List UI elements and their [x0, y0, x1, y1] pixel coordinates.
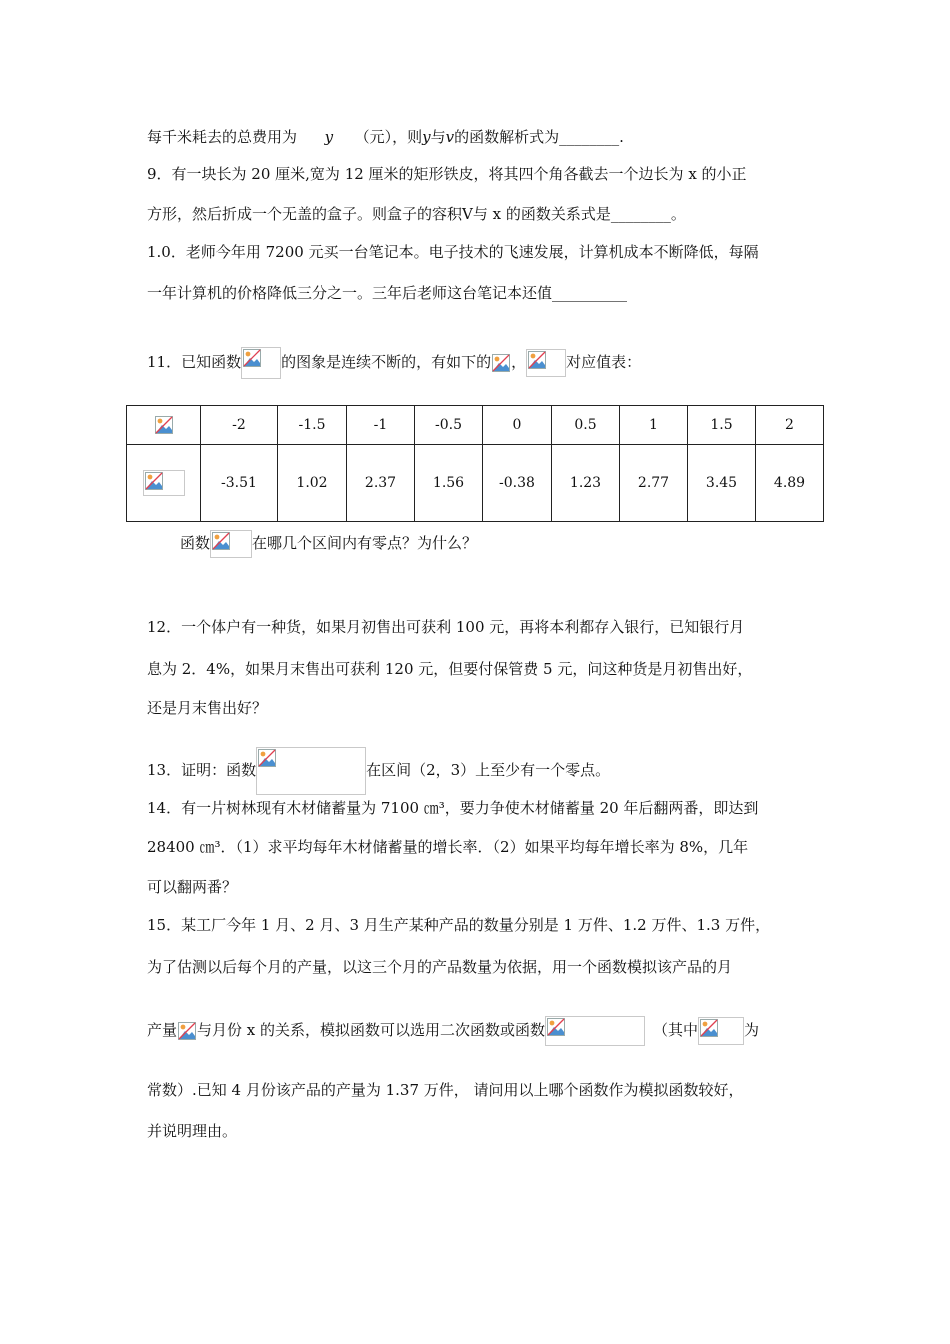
formula-image-placeholder: [177, 1021, 197, 1041]
q8-line: [147, 127, 624, 147]
table-cell: 3.45: [688, 445, 756, 522]
q15-line1: 15．某工厂今年 1 月、2 月、3 月生产某种产品的数量分别是 1 万件、1.2 万件、1.3 万件，: [147, 916, 771, 934]
row-header-x: [127, 406, 201, 445]
table-cell: -0.38: [483, 445, 552, 522]
q8-var-y: y: [324, 128, 334, 146]
q9-text: 方形，然后折成一个无盖的盒子。则盒子的容积Ⅴ与 x 的函数关系式是: [147, 205, 611, 223]
table-cell: 1.56: [415, 445, 483, 522]
table-cell: 1.02: [278, 445, 347, 522]
q12-line1: 12．一个体户有一种货，如果月初售出可获利 100 元，再将本利都存入银行，已知银行月: [147, 618, 745, 636]
formula-image-placeholder: [210, 530, 252, 558]
q9-answer-blank: ________: [610, 205, 671, 223]
broken-image-icon: [243, 349, 261, 367]
q11-question-a: 函数: [180, 534, 211, 552]
table-cell: 1.23: [552, 445, 620, 522]
formula-image-placeholder: [526, 349, 566, 377]
q10-line2: [147, 283, 627, 303]
value-table: [126, 405, 824, 522]
row-header-fx: [127, 445, 201, 522]
q13-text-b: 在区间（2，3）上至少有一个零点。: [366, 761, 611, 779]
q8-var-y2: y: [422, 128, 431, 146]
q8-var-v: v: [445, 128, 455, 146]
q11-text-d: 对应值表：: [566, 353, 642, 371]
broken-image-icon: [155, 416, 173, 434]
table-cell: 0.5: [552, 406, 620, 445]
table-row: [127, 445, 824, 522]
q15-text-b: 与月份 x 的关系，模拟函数可以选用二次函数或函数: [197, 1021, 546, 1039]
q10-line1: 1.0．老师今年用 7200 元买一台笔记本。电子技术的飞速发展，计算机成本不断降低，每隔: [147, 243, 759, 261]
q11-line: [147, 347, 641, 379]
table-cell: -1.5: [278, 406, 347, 445]
q11-question: [180, 530, 477, 558]
table-cell: 2.77: [620, 445, 688, 522]
q9-end: 。: [670, 205, 686, 223]
q13-line: [147, 747, 610, 795]
formula-image-placeholder: [545, 1016, 645, 1046]
q15-line4: 常数）.已知 4 月份该产品的产量为 1.37 万件， 请问用以上哪个函数作为模拟函数较好，: [147, 1081, 744, 1099]
table-cell: 2.37: [347, 445, 415, 522]
broken-image-icon: [178, 1022, 196, 1040]
q8-text-and: 与: [430, 128, 446, 146]
q11-comma: ，: [511, 353, 527, 371]
q15-text-d: 为: [744, 1021, 760, 1039]
q8-text-yuan: （元），则: [354, 128, 423, 146]
formula-image-placeholder: [491, 353, 511, 373]
q15-line3: [147, 1016, 759, 1046]
broken-image-icon: [528, 351, 546, 369]
table-cell: 2: [756, 406, 824, 445]
formula-image-placeholder: [256, 747, 366, 795]
table-cell: -0.5: [415, 406, 483, 445]
broken-image-icon: [700, 1019, 718, 1037]
q10-text: 一年计算机的价格降低三分之一。三年后老师这台笔记本还值: [147, 284, 553, 302]
broken-image-icon: [547, 1018, 565, 1036]
table-cell: -1: [347, 406, 415, 445]
q8-answer-blank: ________: [559, 128, 620, 146]
q14-line3: 可以翻两番？: [147, 878, 238, 896]
q15-line2: 为了估测以后每个月的产量，以这三个月的产品数量为依据，用一个函数模拟该产品的月: [147, 958, 733, 976]
q15-text-a: 产量: [147, 1021, 178, 1039]
table-cell: 1.5: [688, 406, 756, 445]
table-row: [127, 406, 824, 445]
q11-text-a: 11．已知函数: [147, 353, 242, 371]
q8-end: .: [619, 128, 624, 146]
broken-image-icon: [145, 472, 163, 490]
q9-line2: [147, 204, 686, 224]
q14-line1: 14．有一片树林现有木材储蓄量为 7100 ㎝³，要力争使木材储蓄量 20 年后翻两番，即达到: [147, 799, 759, 817]
q14-line2: 28400 ㎝³．（1）求平均每年木材储蓄量的增长率．（2）如果平均每年增长率为 8%，几年: [147, 838, 749, 856]
q12-line2: 息为 2．4%，如果月末售出可获利 120 元，但要付保管费 5 元，问这种货是月初售出好，: [147, 660, 753, 678]
q10-answer-blank: __________: [552, 284, 628, 302]
q9-line1: 9．有一块长为 20 厘米,宽为 12 厘米的矩形铁皮，将其四个角各截去一个边长为 x 的小正: [147, 165, 747, 183]
table-cell: -3.51: [201, 445, 278, 522]
q8-text-func: 的函数解析式为: [454, 128, 560, 146]
table-cell: 1: [620, 406, 688, 445]
q15-line5: 并说明理由。: [147, 1122, 238, 1140]
q13-text-a: 13．证明：函数: [147, 761, 257, 779]
broken-image-icon: [212, 532, 230, 550]
formula-image-placeholder: [241, 347, 281, 379]
q12-line3: 还是月末售出好？: [147, 699, 268, 717]
broken-image-icon: [258, 749, 276, 767]
formula-image-placeholder: [698, 1017, 744, 1045]
q11-question-b: 在哪几个区间内有零点？为什么？: [252, 534, 478, 552]
table-cell: 4.89: [756, 445, 824, 522]
table-cell: 0: [483, 406, 552, 445]
q11-text-b: 的图象是连续不断的，有如下的: [281, 353, 492, 371]
q15-text-c: （其中: [653, 1021, 699, 1039]
q8-text: 每千米耗去的总费用为: [147, 128, 298, 146]
table-cell: -2: [201, 406, 278, 445]
broken-image-icon: [492, 354, 510, 372]
